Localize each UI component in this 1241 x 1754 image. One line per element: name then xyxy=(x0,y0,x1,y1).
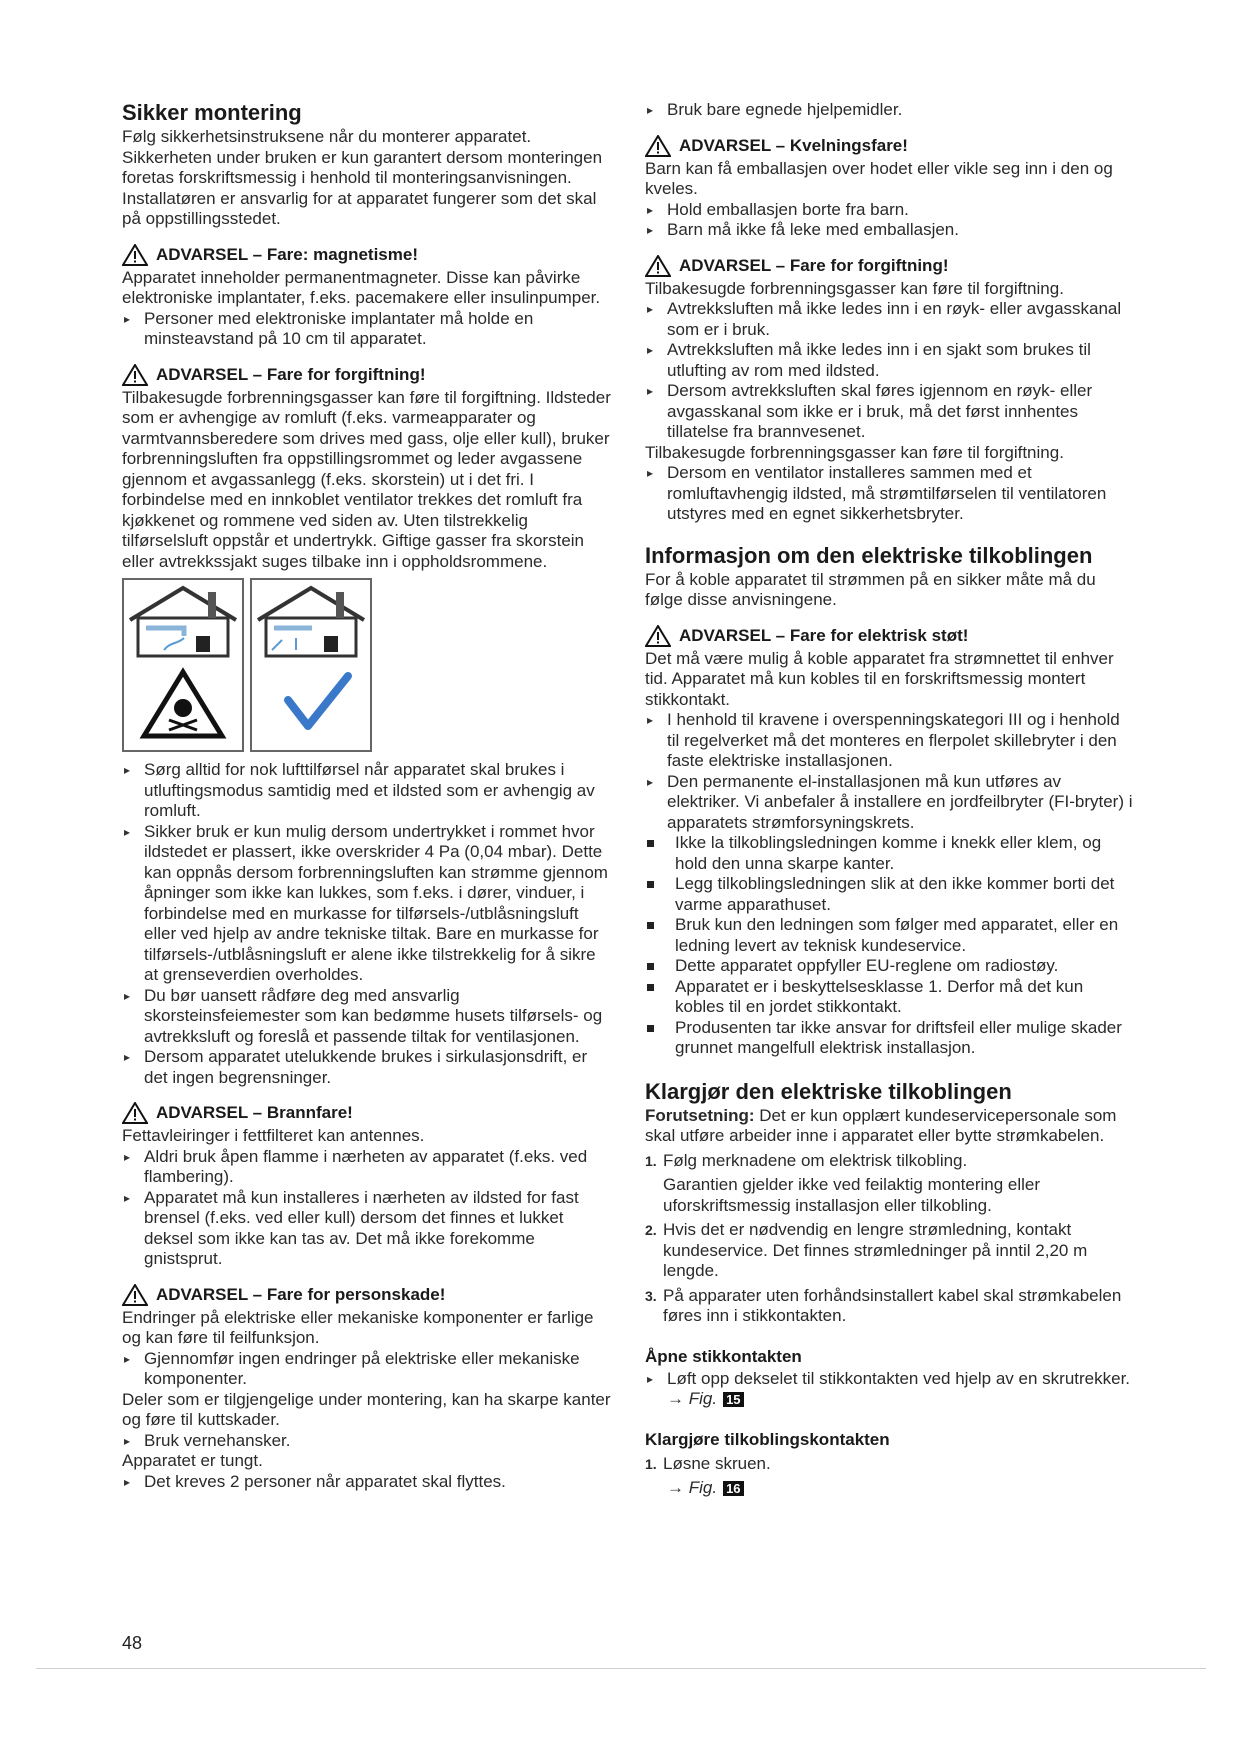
bullet-list xyxy=(122,1147,612,1270)
list-item: ▸ Avtrekksluften må ikke ledes inn i en røyk- eller avgasskanal som er i bruk. xyxy=(645,299,1135,340)
list-item: ▸ Dersom apparatet utelukkende brukes i sirkulasjonsdrift, er det ingen begrensninger. xyxy=(122,1047,612,1088)
paragraph: Fettavleiringer i fettfilteret kan antennes. xyxy=(122,1126,425,1145)
warning-heading xyxy=(122,1102,612,1124)
step-number: 1. xyxy=(645,1455,657,1472)
figure-unsafe xyxy=(122,578,244,752)
list-item: ▸ Løft opp dekselet til stikkontakten ved hjelp av en skrutrekker. xyxy=(645,1369,1135,1390)
figure-number-badge: 16 xyxy=(723,1481,743,1496)
warning-title: ADVARSEL – Fare for forgiftning! xyxy=(679,255,949,275)
step-text: Løsne skruen. xyxy=(663,1453,771,1473)
list-item: Apparatet er i beskyttelsesklasse 1. Derfor må det kun kobles til en jordet stikkontakt. xyxy=(645,977,1135,1018)
step xyxy=(645,1454,1135,1475)
list-item: ▸ Avtrekksluften må ikke ledes inn i en sjakt som brukes til utlufting av rom med ildsted. xyxy=(645,340,1135,381)
paragraph: Apparatet er tungt. xyxy=(122,1451,263,1470)
list-item: Bruk kun den ledningen som følger med apparatet, eller en ledning levert av teknisk kundeservice. xyxy=(645,915,1135,956)
list-item: ▸ Sikker bruk er kun mulig dersom undertrykket i rommet hvor ildstedet er plassert, ikke overskrider 4 Pa (0,04 mbar). Dette kan oppnås dersom forbrenningsluften kan strømme gjennom åpninger som ikke kan lukkes, som f.eks. i dører, vinduer, i forbindelse med en murkasse for tilførsels-/utblåsningsluft eller ved hjelp av andre tekniske tiltak. Bare en murkasse for tilførsels-/utblåsningsluft er alene ikke tilstrekkelig for å sikre at grenseverdien overholdes. xyxy=(122,822,612,986)
page-number: 48 xyxy=(122,1633,143,1653)
warning-heading xyxy=(122,1284,612,1306)
bullet-list xyxy=(122,1349,612,1390)
bullet-list xyxy=(122,1472,612,1493)
warning-heading xyxy=(645,625,1135,647)
heading-sikker-montering: Sikker montering xyxy=(122,100,302,125)
bullet-list xyxy=(645,100,1135,121)
paragraph: Det må være mulig å koble apparatet fra strømnettet til enhver tid. Apparatet må kun kobles til en forskriftsmessig montert stikkontakt. xyxy=(645,648,1114,709)
bullet-list xyxy=(645,299,1135,443)
left-column xyxy=(122,100,612,1492)
step-number: 2. xyxy=(645,1222,657,1238)
list-item: ▸ Personer med elektroniske implantater må holde en minsteavstand på 10 cm til apparatet. xyxy=(122,309,612,350)
figure-reference[interactable] xyxy=(645,1478,1135,1499)
warning-title: ADVARSEL – Fare: magnetisme! xyxy=(156,244,418,264)
square-bullet-list xyxy=(645,833,1135,1059)
step-text: Hvis det er nødvendig en lengre strømledning, kontakt kundeservice. Det finnes strømledninger på inntil 2,20 m lengde. xyxy=(663,1220,1088,1280)
list-item: ▸ I henhold til kravene i overspenningskategori III og i henhold til regelverket må det monteres en flerpolet skillebryter i den faste elektriske installasjonen. xyxy=(645,710,1135,772)
prerequisite-label: Forutsetning: xyxy=(645,1105,755,1125)
bullet-list xyxy=(122,1431,612,1452)
warning-triangle-icon xyxy=(122,1102,148,1124)
figure-reference[interactable] xyxy=(645,1389,1135,1410)
bullet-list xyxy=(122,309,612,350)
list-item: ▸ Det kreves 2 personer når apparatet skal flyttes. xyxy=(122,1472,612,1493)
list-item: ▸ Bruk bare egnede hjelpemidler. xyxy=(645,100,1135,121)
warning-title: ADVARSEL – Brannfare! xyxy=(156,1103,353,1122)
step xyxy=(645,1151,1135,1217)
paragraph: Tilbakesugde forbrenningsgasser kan føre til forgiftning. xyxy=(645,442,1064,462)
paragraph: For å koble apparatet til strømmen på en sikker måte må du følge disse anvisningene. xyxy=(645,569,1096,609)
bullet-list xyxy=(645,200,1135,241)
warning-title: ADVARSEL – Kvelningsfare! xyxy=(679,135,908,155)
warning-triangle-icon xyxy=(645,625,671,647)
warning-triangle-icon xyxy=(645,255,671,277)
heading-open-socket: Åpne stikkontakten xyxy=(645,1346,802,1366)
warning-heading xyxy=(122,364,612,386)
list-item: ▸ Dersom avtrekksluften skal føres igjennom en røyk- eller avgasskanal som ikke er i bruk, må det først innhentes tillatelse fra brannvesenet. xyxy=(645,381,1135,443)
bullet-list xyxy=(645,1369,1135,1390)
bullet-list xyxy=(645,710,1135,833)
heading-electrical-info: Informasjon om den elektriske tilkoblingen xyxy=(645,542,1093,568)
step-number: 3. xyxy=(645,1287,657,1304)
figure-safe xyxy=(250,578,372,752)
paragraph: Endringer på elektriske eller mekaniske komponenter er farlige og kan føre til feilfunksjon. xyxy=(122,1307,594,1347)
list-item: ▸ Barn må ikke få leke med emballasjen. xyxy=(645,220,1135,241)
paragraph: Apparatet inneholder permanentmagneter. Disse kan påvirke elektroniske implantater, f.eks. pacemakere eller insulinpumper. xyxy=(122,267,601,307)
figure-reference-text: → Fig. xyxy=(667,1389,718,1408)
step-text: På apparater uten forhåndsinstallert kabel skal strømkabelen føres inn i stikkontakten. xyxy=(663,1285,1122,1325)
list-item: Legg tilkoblingsledningen slik at den ikke kommer borti det varme apparathuset. xyxy=(645,874,1135,915)
list-item: ▸ Du bør uansett rådføre deg med ansvarlig skorsteinsfeiemester som kan bedømme husets tilførsels- og avtrekksluft og foreslå et passende tiltak for ventilasjonen. xyxy=(122,986,612,1048)
list-item: ▸ Hold emballasjen borte fra barn. xyxy=(645,200,1135,221)
step-text: Følg merknadene om elektrisk tilkobling. xyxy=(663,1150,968,1170)
list-item: Produsenten tar ikke ansvar for driftsfeil eller mulige skader grunnet mangelfull elektrisk installasjon. xyxy=(645,1018,1135,1059)
paragraph: Sikkerheten under bruken er kun garantert dersom monteringen foretas forskriftsmessig i henhold til monteringsanvisningen. Installatøren er ansvarlig for at apparatet fungerer som det skal på oppstillingsstedet. xyxy=(122,147,603,228)
warning-title: ADVARSEL – Fare for forgiftning! xyxy=(156,364,426,384)
step xyxy=(645,1286,1135,1327)
step xyxy=(645,1220,1135,1282)
footer-divider xyxy=(36,1668,1206,1669)
warning-triangle-icon xyxy=(122,244,148,266)
warning-triangle-icon xyxy=(122,364,148,386)
step-note: Garantien gjelder ikke ved feilaktig montering eller uforskriftsmessig installasjon eller tilkobling. xyxy=(663,1175,1041,1215)
list-item: ▸ Dersom en ventilator installeres sammen med et romluftavhengig ildsted, må strømtilførselen til ventilatoren utstyres med en egnet sikkerhetsbryter. xyxy=(645,463,1135,525)
warning-triangle-icon xyxy=(122,1284,148,1306)
paragraph: Tilbakesugde forbrenningsgasser kan føre til forgiftning. Ildsteder som er avhengige av romluft (f.eks. varmeapparater og varmtvannsberedere som drives med gass, olje eller kull), bruker forbrenningsluften fra oppstillingsrommet og leder avgassene gjennom et avgassanlegg (f.eks. skorstein) ut i det fri. I forbindelse med en innkoblet ventilator trekkes det romluft fra kjøkkenet og rommene ved siden av. Uten tilstrekkelig tilførselsluft oppstår et undertrykk. Giftige gasser fra skorstein eller avtrekkssjakt suges tilbake inn i oppholdsrommene. xyxy=(122,387,611,571)
list-item: ▸ Apparatet må kun installeres i nærheten av ildsted for fast brensel (f.eks. ved eller kull) dersom det finnes et lukket deksel som ikke kan tas av. Det må ikke forekomme gnistsprut. xyxy=(122,1188,612,1270)
numbered-steps xyxy=(645,1151,1135,1327)
warning-title: ADVARSEL – Fare for personskade! xyxy=(156,1284,446,1304)
right-column xyxy=(645,100,1135,1499)
list-item: Dette apparatet oppfyller EU-reglene om radiostøy. xyxy=(645,956,1135,977)
warning-triangle-icon xyxy=(645,135,671,157)
figure-reference-text: → Fig. xyxy=(667,1478,718,1497)
ventilation-figures xyxy=(122,578,612,752)
warning-heading xyxy=(122,244,612,266)
prerequisite xyxy=(645,1106,1135,1147)
warning-title: ADVARSEL – Fare for elektrisk støt! xyxy=(679,625,969,645)
paragraph: Tilbakesugde forbrenningsgasser kan føre til forgiftning. xyxy=(645,278,1064,298)
paragraph: Barn kan få emballasjen over hodet eller vikle seg inn i den og kveles. xyxy=(645,158,1113,198)
list-item: ▸ Sørg alltid for nok lufttilførsel når apparatet skal brukes i utluftingsmodus samtidig med et ildsted som er avhengig av romluft. xyxy=(122,760,612,822)
paragraph: Deler som er tilgjengelige under montering, kan ha skarpe kanter og føre til kuttskader. xyxy=(122,1389,611,1429)
heading-prepare-connection: Klargjør den elektriske tilkoblingen xyxy=(645,1078,1012,1104)
paragraph: Følg sikkerhetsinstruksene når du monterer apparatet. xyxy=(122,127,532,146)
bullet-list xyxy=(645,463,1135,525)
prerequisite-text: Det er kun opplært kundeservicepersonale som skal utføre arbeider inne i apparatet eller bytte strømkabelen. xyxy=(645,1105,1117,1145)
list-item: ▸ Bruk vernehansker. xyxy=(122,1431,612,1452)
warning-heading xyxy=(645,135,1135,157)
list-item: ▸ Aldri bruk åpen flamme i nærheten av apparatet (f.eks. ved flambering). xyxy=(122,1147,612,1188)
figure-number-badge: 15 xyxy=(723,1392,743,1407)
numbered-steps xyxy=(645,1454,1135,1475)
list-item: ▸ Den permanente el-installasjonen må kun utføres av elektriker. Vi anbefaler å installere en jordfeilbryter (FI-bryter) i apparatets strømforsyningskrets. xyxy=(645,772,1135,834)
house-check-icon xyxy=(252,580,370,750)
bullet-list xyxy=(122,760,612,1088)
list-item: ▸ Gjennomfør ingen endringer på elektriske eller mekaniske komponenter. xyxy=(122,1349,612,1390)
step-number: 1. xyxy=(645,1152,657,1169)
heading-prepare-socket: Klargjøre tilkoblingskontakten xyxy=(645,1429,890,1449)
house-hazard-icon xyxy=(124,580,242,750)
list-item: Ikke la tilkoblingsledningen komme i knekk eller klem, og hold den unna skarpe kanter. xyxy=(645,833,1135,874)
warning-heading xyxy=(645,255,1135,277)
